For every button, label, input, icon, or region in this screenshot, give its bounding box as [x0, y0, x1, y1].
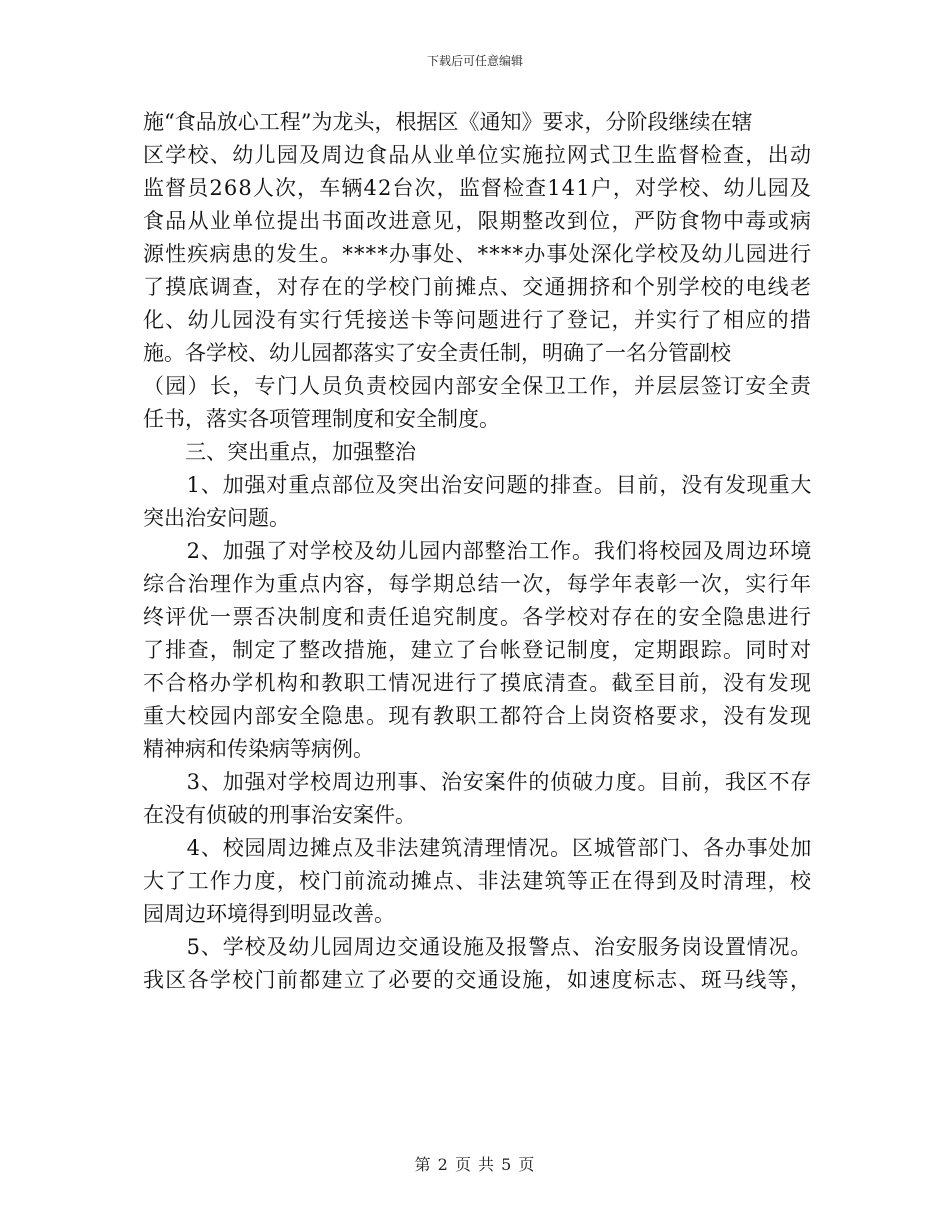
text-line: 了摸底调查，对存在的学校门前摊点、交通拥挤和个别学校的电线老: [143, 275, 813, 299]
text-line: 施“食品放心工程”为龙头，根据区《通知》要求，分阶段继续在辖: [143, 110, 753, 134]
text-line: 4、校园周边摊点及非法建筑清理情况。区城管部门、各办事处加: [143, 836, 813, 860]
text-line: 在没有侦破的刑事治安案件。: [143, 803, 416, 827]
text-line: 终评优一票否决制度和责任追究制度。各学校对存在的安全隐患进行: [143, 605, 813, 629]
text-line: 2、加强了对学校及幼儿园内部整治工作。我们将校园及周边环境: [143, 539, 813, 563]
page-footer: 第 2 页 共 5 页: [414, 1155, 536, 1174]
text-line: 园周边环境得到明显改善。: [143, 902, 395, 926]
text-line: 监督员268人次，车辆42台次，监督检查141户，对学校、幼儿园及: [143, 176, 813, 200]
text-line: 我区各学校门前都建立了必要的交通设施，如速度标志、斑马线等，: [143, 968, 813, 992]
text-line: 任书，落实各项管理制度和安全制度。: [143, 407, 500, 431]
page-header: 下载后可任意编辑: [426, 54, 523, 68]
text-line: 5、学校及幼儿园周边交通设施及报警点、治安服务岗设置情况。: [143, 935, 813, 959]
text-line: 三、突出重点，加强整治: [143, 440, 416, 464]
text-line: （园）长，专门人员负责校园内部安全保卫工作，并层层签订安全责: [143, 374, 813, 398]
text-line: 综合治理作为重点内容，每学期总结一次，每学年表彰一次，实行年: [143, 572, 813, 596]
text-line: 大了工作力度，校门前流动摊点、非法建筑等正在得到及时清理，校: [143, 869, 813, 893]
text-line: 食品从业单位提出书面改进意见，限期整改到位，严防食物中毒或病: [143, 209, 813, 233]
text-line: 1、加强对重点部位及突出治安问题的排查。目前，没有发现重大: [143, 473, 813, 497]
text-line: 精神病和传染病等病例。: [143, 737, 374, 761]
text-line: 突出治安问题。: [143, 506, 290, 530]
document-body: [143, 106, 811, 997]
text-line: 源性疾病患的发生。****办事处、****办事处深化学校及幼儿园进行: [143, 242, 813, 266]
text-line: 不合格办学机构和教职工情况进行了摸底清查。截至目前，没有发现: [143, 671, 813, 695]
text-line: 重大校园内部安全隐患。现有教职工都符合上岗资格要求，没有发现: [143, 704, 813, 728]
text-line: 了排查，制定了整改措施，建立了台帐登记制度，定期跟踪。同时对: [143, 638, 813, 662]
text-line: 3、加强对学校周边刑事、治安案件的侦破力度。目前，我区不存: [143, 770, 813, 794]
text-line: 区学校、幼儿园及周边食品从业单位实施拉网式卫生监督检查，出动: [143, 143, 813, 167]
text-line: 施。各学校、幼儿园都落实了安全责任制，明确了一名分管副校: [143, 341, 731, 365]
text-line: 化、幼儿园没有实行凭接送卡等问题进行了登记，并实行了相应的措: [143, 308, 813, 332]
